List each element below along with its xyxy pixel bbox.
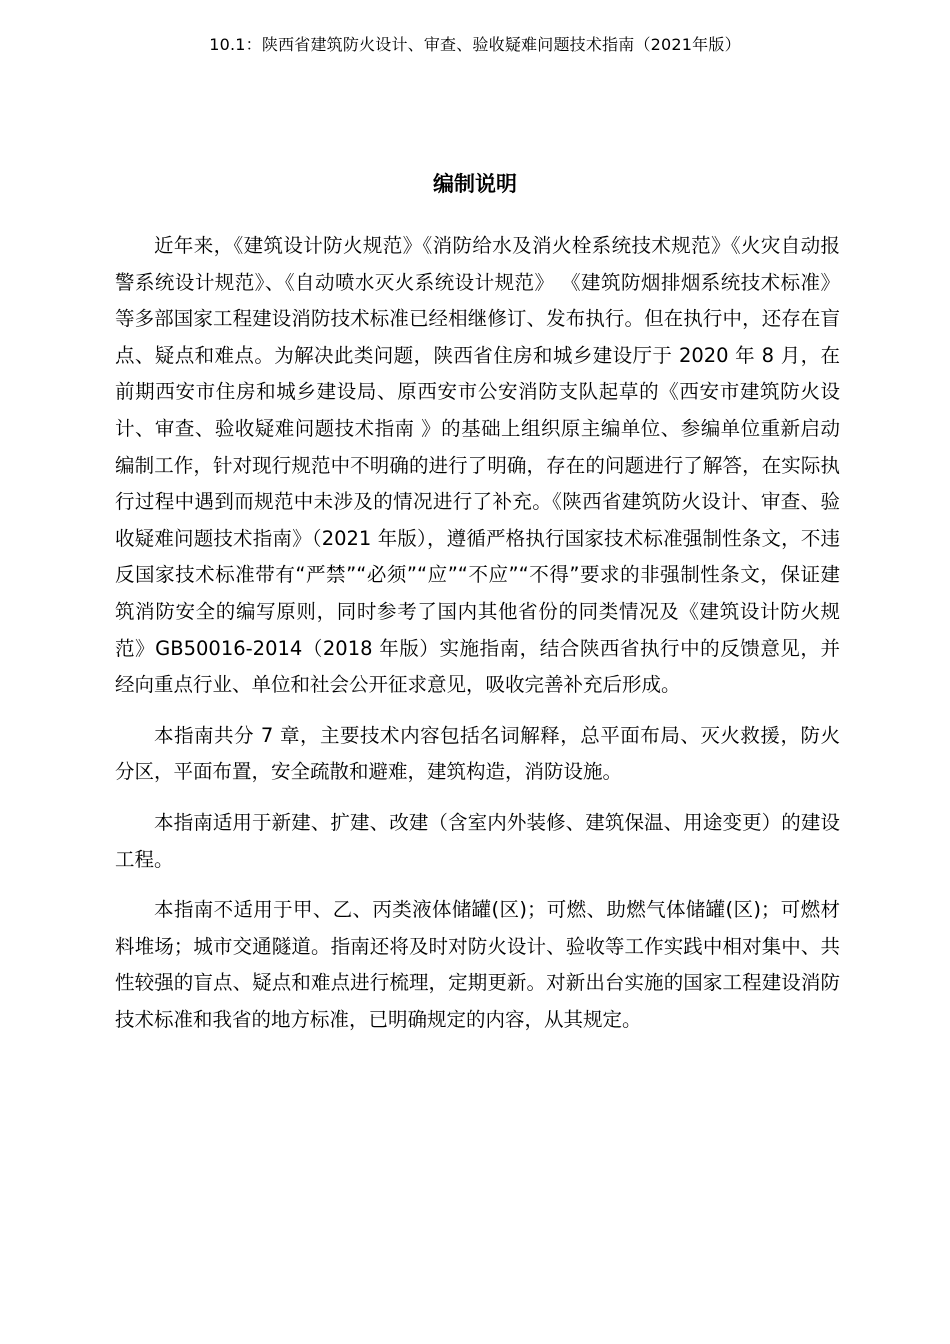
paragraph-chapters: 本指南共分 7 章，主要技术内容包括名词解释，总平面布局、灭火救援，防火分区，平面布置，安全疏散和避难，建筑构造，消防设施。 — [115, 723, 840, 784]
paragraph-scope: 本指南适用于新建、扩建、改建（含室内外装修、建筑保温、用途变更）的建设工程。 — [115, 810, 840, 871]
document-body — [115, 228, 840, 1052]
page-title: 编制说明 — [433, 172, 517, 196]
page-header: 10.1：陕西省建筑防火设计、审查、验收疑难问题技术指南（2021年版） — [209, 35, 741, 54]
paragraph-exclusions: 本指南不适用于甲、乙、丙类液体储罐(区)；可燃、助燃气体储罐(区)；可燃材料堆场；城市交通隧道。指南还将及时对防火设计、验收等工作实践中相对集中、共性较强的盲点、疑点和难点进行梳理，定期更新。对新出台实施的国家工程建设消防技术标准和我省的地方标准，已明确规定的内容，从其规定。 — [115, 898, 840, 1031]
paragraph-intro: 近年来，《建筑设计防火规范》《消防给水及消火栓系统技术规范》《火灾自动报警系统设计规范》、《自动喷水灭火系统设计规范》 《建筑防烟排烟系统技术标准》等多部国家工程建设消防技术标准已经相继修订、发布执行。但在执行中，还存在盲点、疑点和难点。为解决此类问题，陕西省住房和城乡建设厅于 2020 年 8 月，在前期西安市住房和城乡建设局、原西安市公安消防支队起草的《西安市建筑防火设计、审查、验收疑难问题技术指南 》的基础上组织原主编单位、参编单位重新启动编制工作，针对现行规范中不明确的进行了明确，存在的问题进行了解答，在实际执行过程中遇到而规范中未涉及的情况进行了补充。《陕西省建筑防火设计、审查、验收疑难问题技术指南》（2021 年版），遵循严格执行国家技术标准强制性条文，不违反国家技术标准带有“严禁”“必须”“应”“不应”“不得”要求的非强制性条文，保证建筑消防安全的编写原则，同时参考了国内其他省份的同类情况及《建筑设计防火规范》GB50016-2014（2018 年版）实施指南，结合陕西省执行中的反馈意见，并经向重点行业、单位和社会公开征求意见，吸收完善补充后形成。 — [115, 234, 840, 697]
